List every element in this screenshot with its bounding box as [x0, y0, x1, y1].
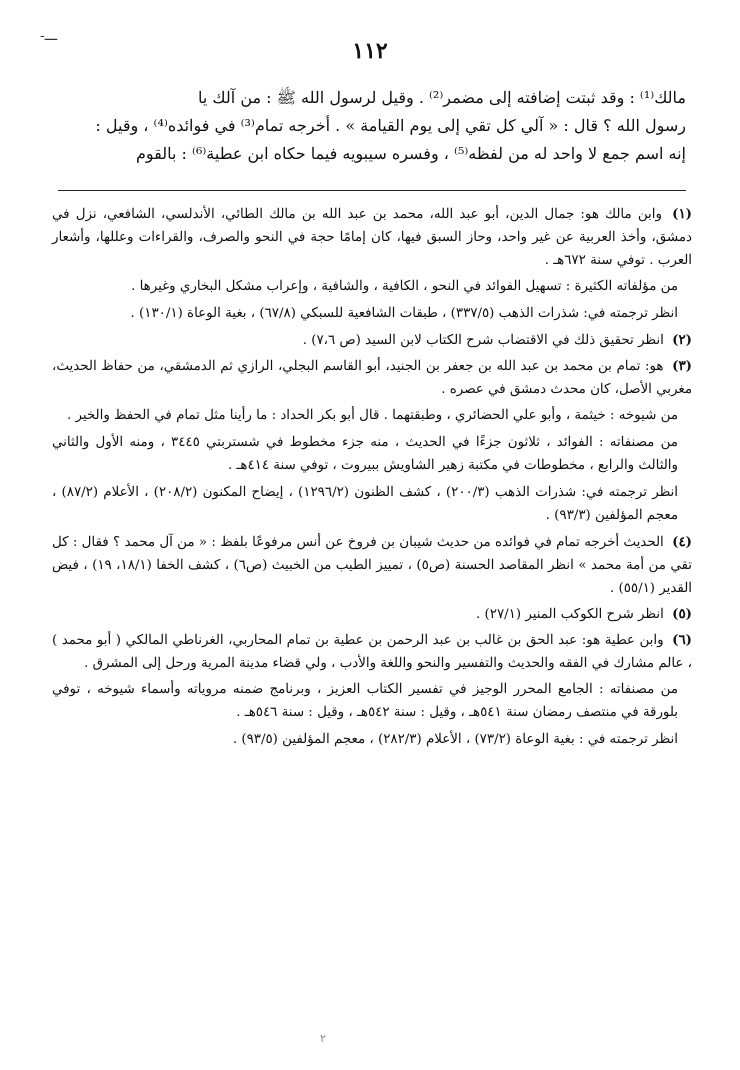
footnote-number: (٤)	[672, 534, 692, 550]
main-text	[58, 84, 686, 168]
footnote-sub: انظر ترجمته في: شذرات الذهب (٣٣٧/٥) ، طبقات الشافعية للسبكي (٦٧/٨) ، بغية الوعاة (١٣٠/١) .	[130, 306, 678, 321]
footnote-text: انظر تحقيق ذلك في الاقتضاب شرح الكتاب لابن السيد (ص ٧،٦) .	[302, 333, 664, 348]
footnote-text: هو: تمام بن محمد بن عبد الله بن جعفر بن الجنيد، أبو القاسم البجلي، الرازي ثم الدمشقي، من حفاظ الحديث، مغربي الأصل، كان محدث دمشق في عصره .	[52, 359, 692, 397]
footnote-text: الحديث أخرجه تمام في فوائده من حديث شيبان بن فروخ عن أنس مرفوعًا بلفظ : « من آل محمد ؟ فقال : كل تقي من أمة محمد » انظر المقاصد الحسنة (ص٥) ، تمييز الطيب من الخبيث (ص٦) ، كشف الخفا (١٨/١، ١٩) ، فيض القدير (٥٥/١) .	[52, 535, 693, 596]
footnote-text: انظر شرح الكوكب المنير (٢٧/١) .	[476, 607, 664, 622]
page-number: ١١٢	[352, 38, 388, 64]
footnote	[52, 531, 692, 600]
footer-mark: ٢	[320, 1032, 326, 1045]
footnote-number: (٥)	[672, 606, 692, 622]
main-line: رسول الله ؟ قال : « آلي كل تقي إلى يوم القيامة » . أخرجه تمام⁽³⁾ في فوائده⁽⁴⁾ ، وقيل :	[95, 116, 686, 135]
footnote-number: (٢)	[672, 332, 692, 348]
footnote	[52, 355, 692, 401]
footnote	[52, 329, 692, 352]
footnote-sub: من مصنفاته : الجامع المحرر الوجيز في تفسير الكتاب العزيز ، وبرنامج ضمنه مروياته وأسماء شيوخه ، توفي بلورقة في منتصف رمضان سنة ٥٤١هـ ، وقيل : سنة ٥٤٢هـ ، وقيل : سنة ٥٤٦هـ .	[52, 682, 678, 720]
corner-mark: -ـــ	[40, 28, 58, 44]
footnotes	[52, 203, 692, 755]
footnote-number: (١)	[672, 206, 692, 222]
footnote	[52, 203, 692, 272]
footnote	[52, 603, 692, 626]
footnote-sub: انظر ترجمته في: شذرات الذهب (٢٠٠/٣) ، كشف الظنون (١٢٩٦/٢) ، إيضاح المكنون (٢٠٨/٢) ، الأعلام (٨٧/٢) ، معجم المؤلفين (٩٣/٣) .	[52, 485, 679, 523]
main-line: مالك⁽¹⁾ : وقد ثبتت إضافته إلى مضمر⁽²⁾ . وقيل لرسول الله ﷺ : من آلك يا	[198, 88, 686, 107]
footnote-divider	[58, 190, 686, 191]
footnote-sub: انظر ترجمته في : بغية الوعاة (٧٣/٢) ، الأعلام (٢٨٢/٣) ، معجم المؤلفين (٩٣/٥) .	[232, 732, 678, 747]
footnote-number: (٣)	[672, 358, 692, 374]
footnote-number: (٦)	[672, 632, 692, 648]
main-line: إنه اسم جمع لا واحد له من لفظه⁽⁵⁾ ، وفسره سيبويه فيما حكاه ابن عطية⁽⁶⁾ : بالقوم	[135, 144, 686, 163]
footnote-sub: من شيوخه : خيثمة ، وأبو علي الحضائري ، وطبقتهما . قال أبو بكر الحداد : ما رأينا مثل تمام في الحفظ والخير .	[66, 408, 678, 423]
footnote	[52, 629, 692, 675]
footnote-sub: من مؤلفاته الكثيرة : تسهيل الفوائد في النحو ، الكافية ، والشافية ، وإعراب مشكل البخاري وغيرها .	[131, 279, 678, 294]
footnote-sub: من مصنفاته : الفوائد ، ثلاثون جزءًا في الحديث ، منه جزء مخطوط في شستربتي ٣٤٤٥ ، ومنه الأول والثاني والثالث والرابع ، مخطوطات في مكتبة زهير الشاويش ببيروت ، توفي سنة ٤١٤هـ .	[52, 435, 678, 473]
footnote-text: وابن عطية هو: عبد الحق بن غالب بن عبد الرحمن بن عطية بن تمام المحاربي، الغرناطي المالكي ( أبو محمد ) ، عالم مشارك في الفقه والحديث والتفسير والنحو واللغة والأدب ، ولي قضاء مدينة المرية ورحل إلى المشرق .	[52, 633, 692, 671]
footnote-text: وابن مالك هو: جمال الدين، أبو عبد الله، محمد بن عبد الله بن مالك الطائي، الأندلسي، الشافعي، نزل في دمشق، وأخذ العربية عن غير واحد، وحاز السبق فيها، كان إمامًا حجة في النحو والصرف، والقراءات وعللها، وأشعار العرب . توفي سنة ٦٧٢هـ .	[52, 207, 692, 268]
